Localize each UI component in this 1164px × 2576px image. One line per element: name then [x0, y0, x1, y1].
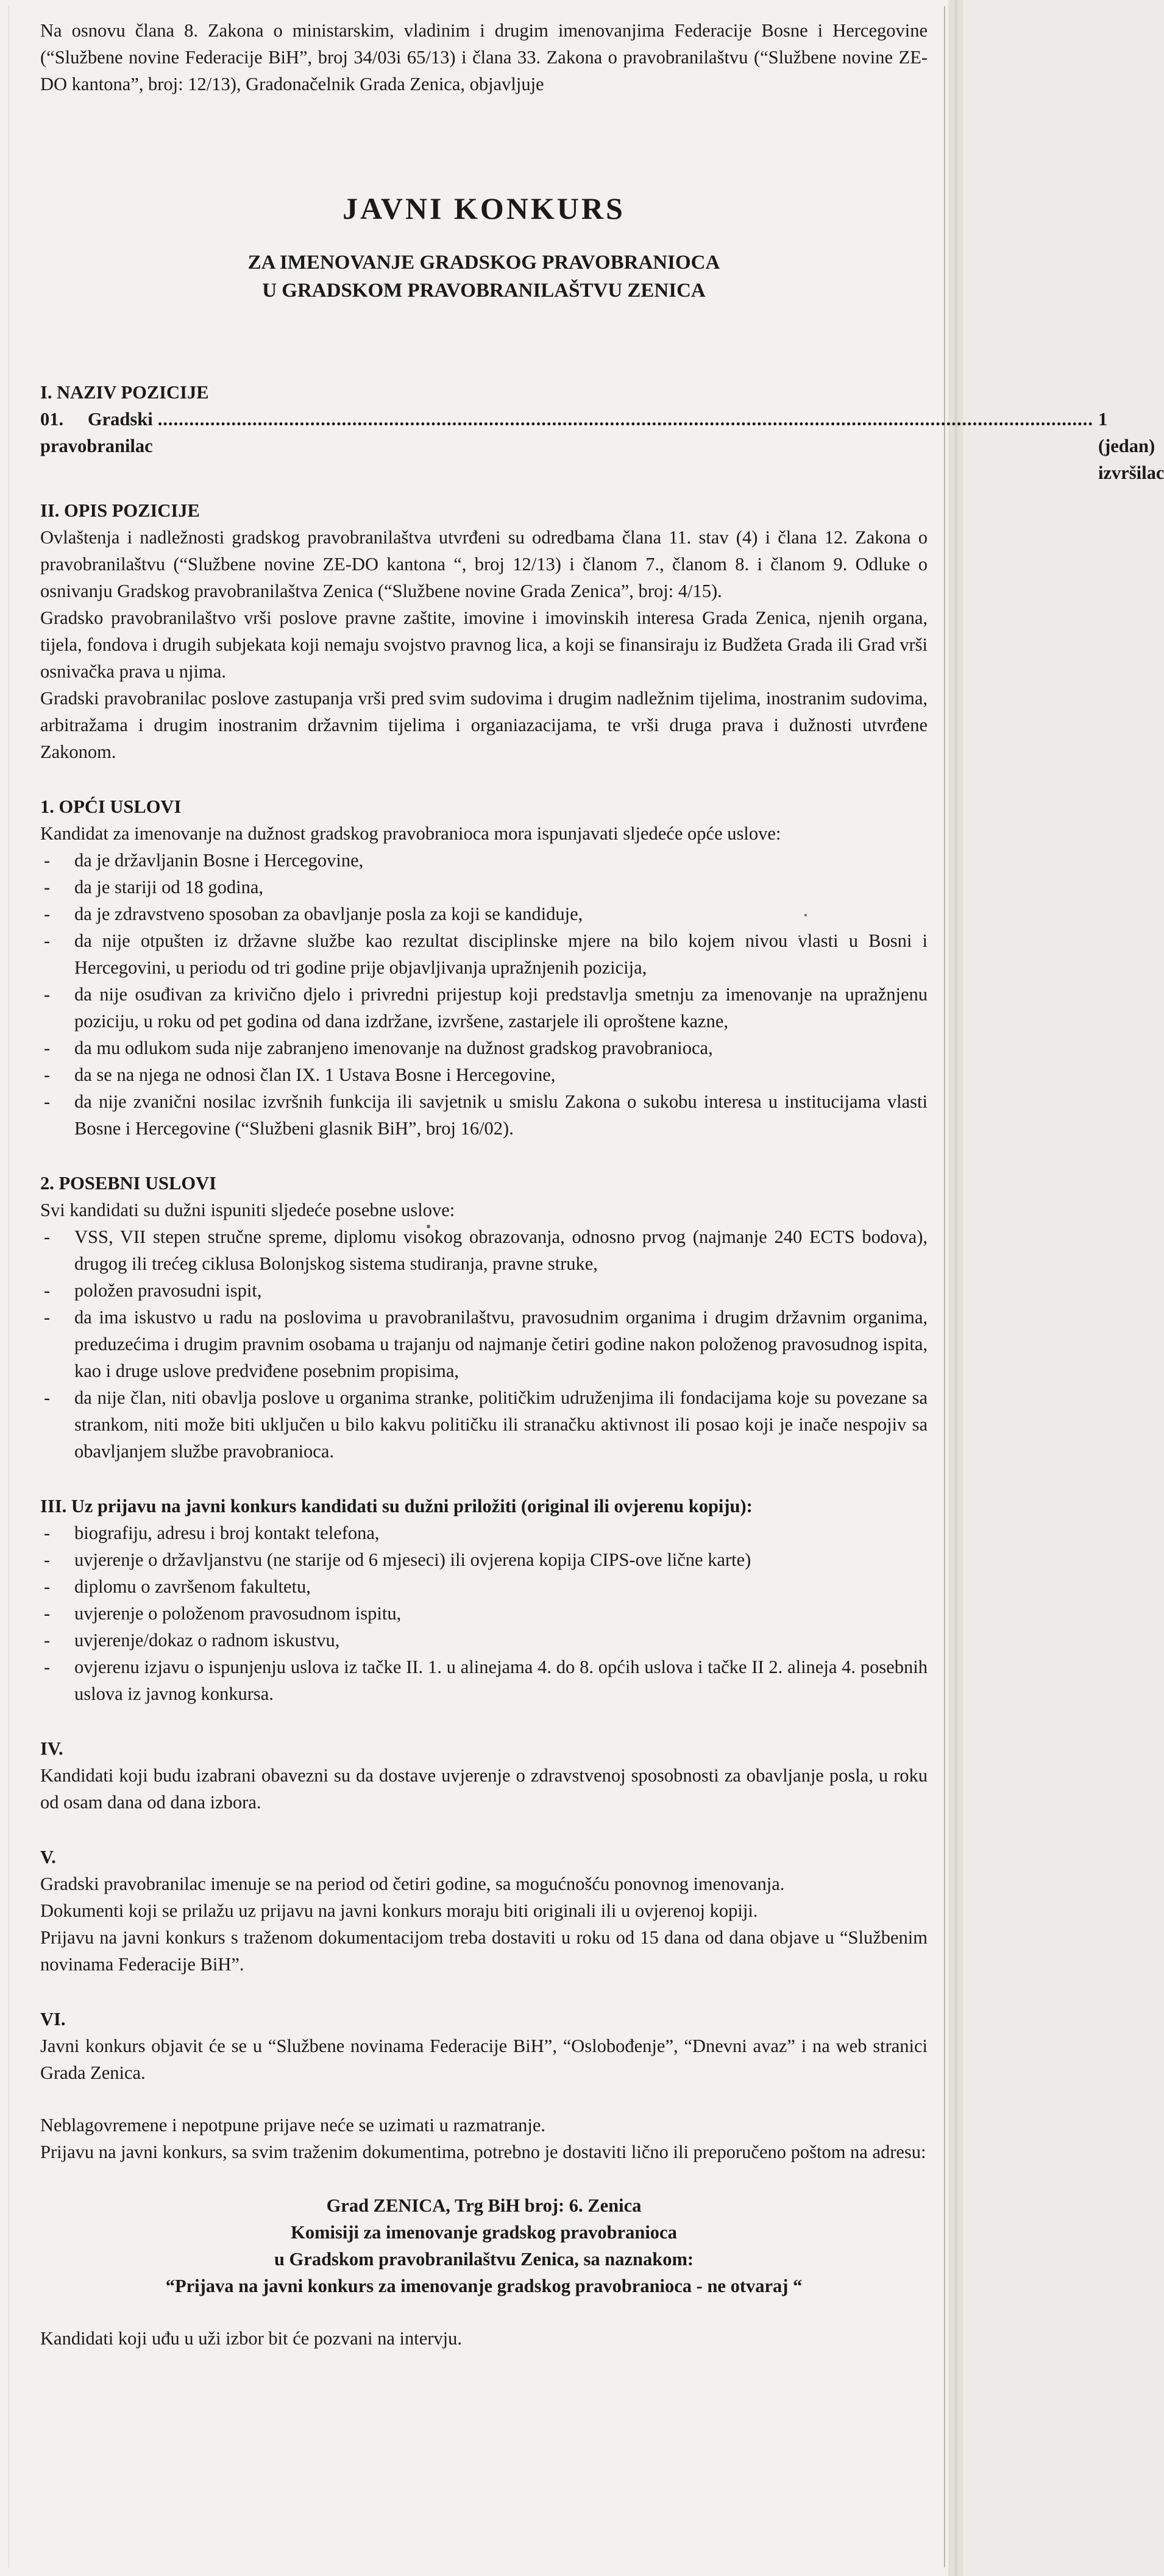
paragraph: Kandidati koji budu izabrani obavezni su da dostave uvjerenje o zdravstvenoj sposobnosti za obavljanje posla, u roku od osam dana od dana izbora. — [40, 1765, 928, 1813]
list-item: - biografiju, adresu i broj kontakt telefona, — [40, 1520, 928, 1546]
page-edge-bar — [954, 0, 957, 2576]
list-item: - položen pravosudni ispit, — [40, 1277, 928, 1304]
section-position-description — [40, 497, 928, 765]
list-item: - da je stariji od 18 godina, — [40, 874, 928, 901]
delivery-address — [40, 2192, 928, 2299]
section-heading: III. Uz prijavu na javni konkurs kandidati su dužni priložiti (original ili ovjerenu kopiju): — [40, 1496, 753, 1516]
position-leader-dots: .................................................................................................................................................................................. — [157, 409, 1093, 430]
position-row — [40, 406, 1164, 486]
section-iv — [40, 1735, 928, 1816]
subtitle-line: U GRADSKOM PRAVOBRANILAŠTVU ZENICA — [262, 280, 706, 302]
list-item: - uvjerenje/dokaz o radnom iskustvu, — [40, 1627, 928, 1654]
list-item: - da se na njega ne odnosi član IX. 1 Ustava Bosne i Hercegovine, — [40, 1061, 928, 1088]
paragraph: Gradski pravobranilac poslove zastupanja vrši pred svim sudovima i drugim nadležnim tijelima, inostranim sudovima, arbitražama i drugim inostranim državnim tijelima i organiazacijama, te vrši druga prava i dužnosti utvrđene Zakonom. — [40, 688, 928, 762]
list-item: - uvjerenje o državljanstvu (ne starije od 6 mjeseci) ili ovjerena kopija CIPS-ove lične karte) — [40, 1546, 928, 1573]
section-heading: II. OPIS POZICIJE — [40, 500, 200, 521]
section-heading: I. NAZIV POZICIJE — [40, 382, 209, 403]
paragraph: Neblagovremene i nepotpune prijave neće se uzimati u razmatranje. — [40, 2115, 546, 2135]
subtitle-line: ZA IMENOVANJE GRADSKOG PRAVOBRANIOCA — [247, 252, 720, 274]
page-edge — [948, 0, 963, 2576]
paragraph: Javni konkurs objavit će se u “Službene novinama Federacije BiH”, “Oslobođenje”, “Dnevni avaz” i na web stranici Grada Zenica. — [40, 2036, 928, 2083]
list-item: - da je državljanin Bosne i Hercegovine, — [40, 847, 928, 874]
section-heading: 1. OPĆI USLOVI — [40, 796, 182, 817]
section-heading: 2. POSEBNI USLOVI — [40, 1173, 216, 1194]
list-item: - da ima iskustvo u radu na poslovima u pravobranilaštvu, pravosudnim organima i drugim državnim organima, preduzećima i drugim pravnim osobama u trajanju od najmanje četiri godine nakon položenog pravosudnog ispita, kao i druge uslove predviđene posebnim propisima, — [40, 1304, 928, 1384]
section-heading: IV. — [40, 1738, 63, 1759]
list-item: - da nije zvanični nosilac izvršnih funkcija ili savjetnik u smislu Zakona o sukobu interesa u institucijama vlasti Bosne i Hercegovine (“Službeni glasnik BiH”, broj 16/02). — [40, 1088, 928, 1142]
paragraph: Gradsko pravobranilaštvo vrši poslove pravne zaštite, imovine i imovinskih interesa Grada Zenica, njenih organa, tijela, fondova i drugih subjekata koji nemaju svojstvo pravnog lica, a koji se finansiraju iz Budžeta Grada ili Grad vrši osnivačka prava u njima. — [40, 607, 928, 682]
position-name: 01. Gradski pravobranilac — [40, 409, 153, 456]
list-item: - da mu odlukom suda nije zabranjeno imenovanje na dužnost gradskog pravobranioca, — [40, 1035, 928, 1061]
section-vi — [40, 2006, 928, 2165]
documents-list — [40, 1520, 928, 1707]
subtitle — [40, 249, 928, 305]
conditions-list — [40, 847, 928, 1142]
address-line: Komisiji za imenovanje gradskog pravobranioca — [291, 2222, 677, 2243]
list-item: - VSS, VII stepen stručne spreme, diplomu visokog obrazovanja, odnosno prvog (najmanje 240 ECTS bodova), drugog ili trećeg ciklusa Bolonjskog sistema studiranja, pravne struke, — [40, 1223, 928, 1277]
page-title: JAVNI KONKURS — [342, 191, 625, 225]
paragraph: Svi kandidati su dužni ispuniti sljedeće posebne uslove: — [40, 1200, 455, 1220]
intro-paragraph: Na osnovu člana 8. Zakona o ministarskim, vladinim i drugim imenovanjima Federacije Bosne i Hercegovine (“Službene novine Federacije BiH”, broj 34/03i 65/13) i člana 33. Zakona o pravobranilaštvu (“Službene novine ZE-DO kantona”, broj: 12/13), Gradonačelnik Grada Zenica, objavljuje — [40, 20, 928, 94]
list-item: - da nije otpušten iz državne službe kao rezultat disciplinske mjere na bilo kojem nivou vlasti u Bosni i Hercegovini, u periodu od tri godine prije objavljivanja upražnjenih pozicija, — [40, 927, 928, 981]
section-heading: VI. — [40, 2009, 66, 2029]
section-special-conditions — [40, 1170, 928, 1465]
list-item: - da je zdravstveno sposoban za obavljanje posla za koji se kandiduje, — [40, 901, 928, 927]
conditions-list — [40, 1223, 928, 1465]
list-item: - uvjerenje o položenom pravosudnom ispitu, — [40, 1600, 928, 1627]
address-line: Grad ZENICA, Trg BiH broj: 6. Zenica — [326, 2195, 642, 2216]
position-count: 1 (jedan) izvršilac — [1098, 409, 1164, 483]
section-heading: V. — [40, 1847, 56, 1867]
section-general-conditions — [40, 793, 928, 1142]
ad-content — [40, 17, 1164, 2352]
section-position-name — [40, 379, 1164, 486]
section-required-documents — [40, 1493, 928, 1707]
address-line: “Prijava na javni konkurs za imenovanje gradskog pravobranioca - ne otvaraj “ — [165, 2276, 803, 2296]
list-item: - diplomu o završenom fakultetu, — [40, 1573, 928, 1600]
closing-note: Kandidati koji uđu u uži izbor bit će pozvani na intervju. — [40, 2328, 462, 2349]
paragraph: Gradski pravobranilac imenuje se na period od četiri godine, sa mogućnošću ponovnog imenovanja. — [40, 1874, 785, 1894]
list-item: - da nije osuđivan za krivično djelo i privredni prijestup koji predstavlja smetnju za imenovanje na upražnjenu poziciju, u roku od pet godina od dana izdržane, izvršene, zastarjele ili oproštene kazne, — [40, 981, 928, 1035]
paragraph: Prijavu na javni konkurs s traženom dokumentacijom treba dostaviti u roku od 15 dana od dana objave u “Službenim novinama Federacije BiH”. — [40, 1927, 928, 1975]
list-item: - da nije član, niti obavlja poslove u organima stranke, političkim udruženjima ili fondacijama koje su povezane sa strankom, niti može biti uključen u bilo kakvu političku ili stranačku aktivnost ili posao koji je inače nespojiv sa obavljanjem službe pravobranioca. — [40, 1384, 928, 1465]
address-line: u Gradskom pravobranilaštvu Zenica, sa naznakom: — [274, 2249, 694, 2270]
paragraph: Kandidat za imenovanje na dužnost gradskog pravobranioca mora ispunjavati sljedeće opće uslove: — [40, 823, 781, 844]
list-item: - ovjerenu izjavu o ispunjenju uslova iz tačke II. 1. u alinejama 4. do 8. općih uslova i tačke II 2. alineja 4. posebnih uslova iz javnog konkursa. — [40, 1654, 928, 1707]
section-v — [40, 1844, 928, 1978]
paragraph: Ovlaštenja i nadležnosti gradskog pravobranilaštva utvrđeni su odredbama člana 11. stav (4) i člana 12. Zakona o pravobranilaštvu (“Službene novine ZE-DO kantona “, broj 12/13) i članom 7., članom 8. i članom 9. Odluke o osnivanju Gradskog pravobranilaštva Zenica (“Službene novine Grada Zenica”, broj: 4/15). — [40, 527, 928, 601]
paragraph: Prijavu na javni konkurs, sa svim traženim dokumentima, potrebno je dostaviti lično ili preporučeno poštom na adresu: — [40, 2142, 926, 2162]
paragraph: Dokumenti koji se prilažu uz prijavu na javni konkurs moraju biti originali ili u ovjerenoj kopiji. — [40, 1900, 758, 1921]
